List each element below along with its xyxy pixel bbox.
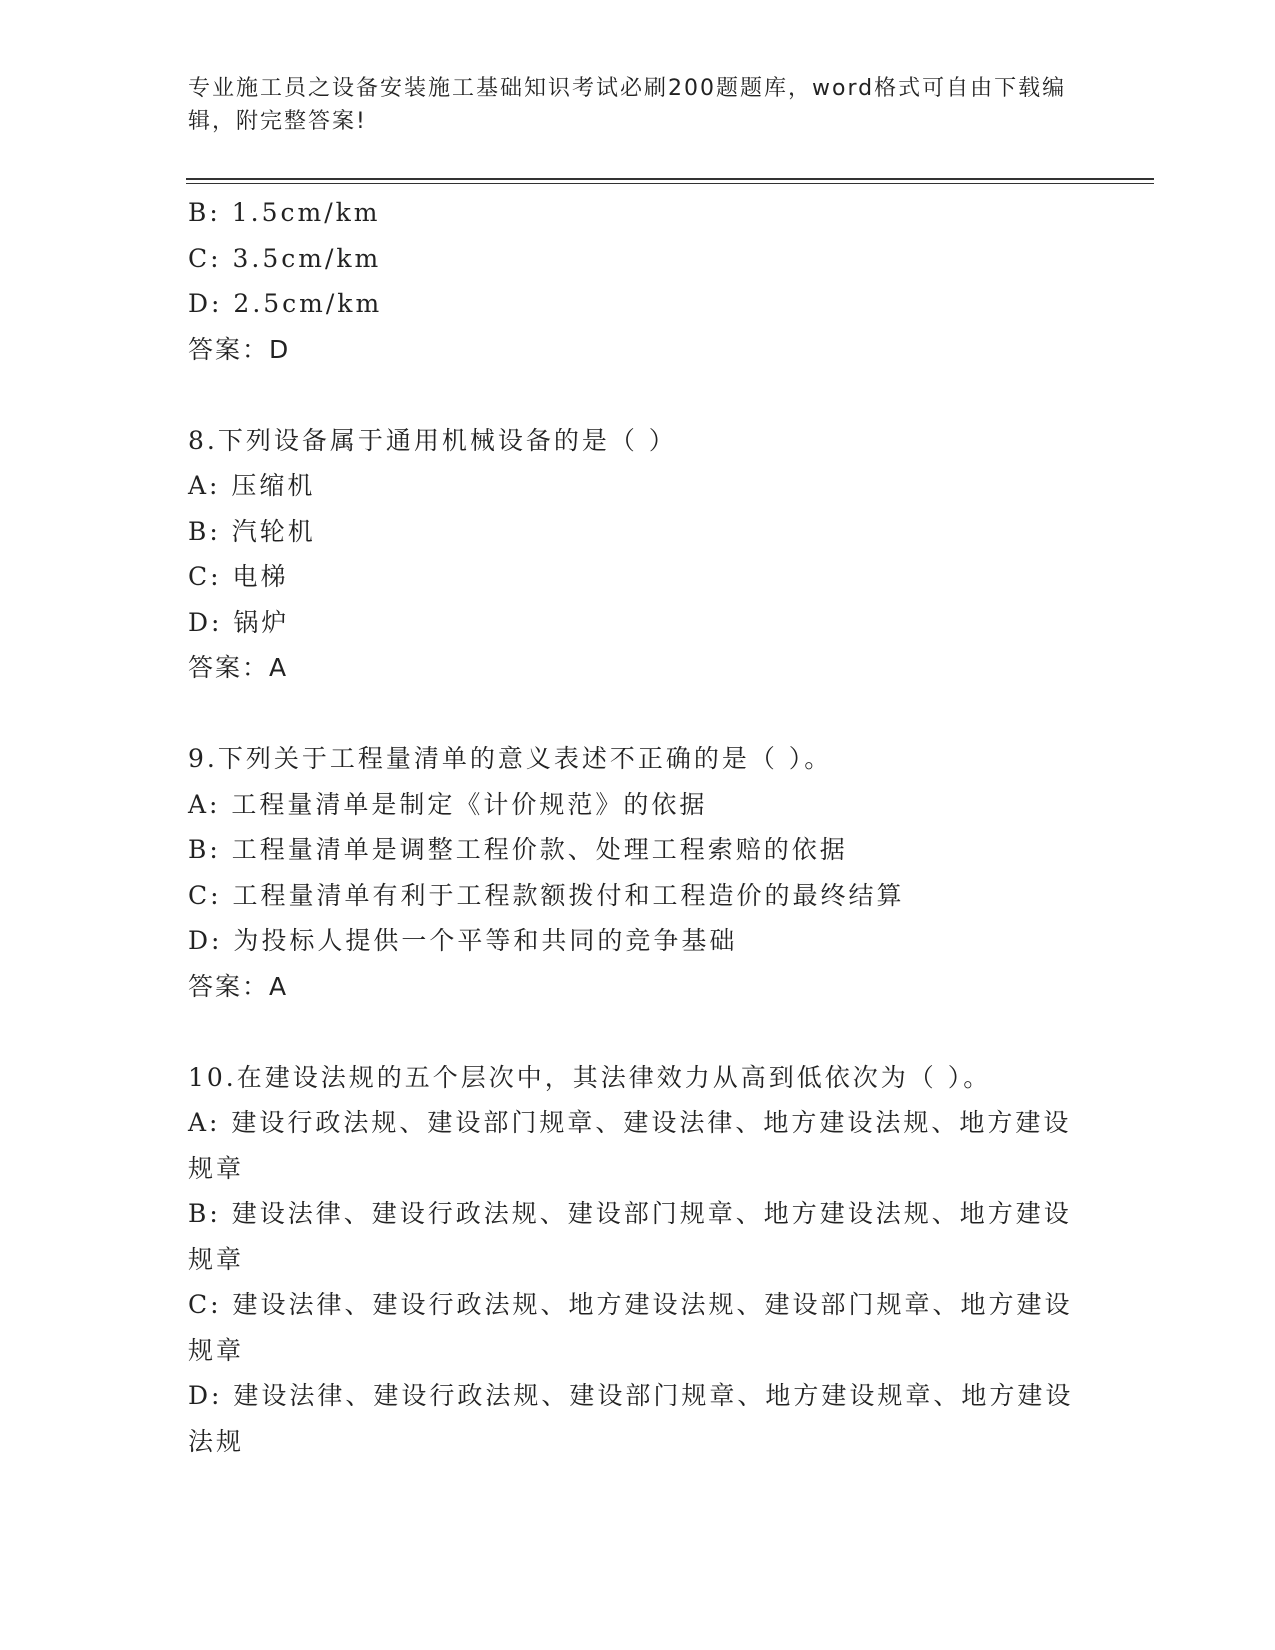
answer: 答案：A xyxy=(188,653,289,682)
option-a: A: 工程量清单是制定《计价规范》的依据 xyxy=(188,789,708,819)
option-b: B: 工程量清单是调整工程价款、处理工程索赔的依据 xyxy=(188,835,848,864)
option-c: C: 建设法律、建设行政法规、地方建设法规、建设部门规章、地方建设规章 xyxy=(188,1290,1073,1365)
option-d: D: 锅炉 xyxy=(188,607,290,637)
option-a: A: 压缩机 xyxy=(188,471,316,500)
spacer xyxy=(188,1009,1088,1055)
answer: 答案：D xyxy=(188,334,291,364)
option-d: D: 2.5cm/km xyxy=(188,289,383,318)
answer: 答案：A xyxy=(188,971,289,1001)
option-c: C: 电梯 xyxy=(188,562,289,591)
option-c: C: 工程量清单有利于工程款额拨付和工程造价的最终结算 xyxy=(188,880,905,910)
question-text: 9.下列关于工程量清单的意义表述不正确的是（ ）。 xyxy=(188,744,833,773)
document-header: 专业施工员之设备安装施工基础知识考试必刷200题题库，word格式可自由下载编辑，附完整答案! xyxy=(188,76,1067,134)
spacer xyxy=(188,691,1088,737)
question-text: 10.在建设法规的五个层次中，其法律效力从高到低依次为（ ）。 xyxy=(188,1062,992,1092)
option-b: B: 汽轮机 xyxy=(188,516,316,546)
question-text: 8.下列设备属于通用机械设备的是（ ） xyxy=(188,425,677,455)
option-b: B: 建设法律、建设行政法规、建设部门规章、地方建设法规、地方建设规章 xyxy=(188,1199,1072,1274)
option-b: B: 1.5cm/km xyxy=(188,198,381,227)
spacer xyxy=(188,372,1088,418)
question-9 xyxy=(188,736,1088,1009)
option-a: A: 建设行政法规、建设部门规章、建设法律、地方建设法规、地方建设规章 xyxy=(188,1108,1072,1183)
option-d: D: 为投标人提供一个平等和共同的竞争基础 xyxy=(188,926,738,955)
partial-question xyxy=(188,190,1088,372)
question-content xyxy=(188,190,1088,1464)
option-c: C: 3.5cm/km xyxy=(188,243,382,273)
question-8 xyxy=(188,418,1088,691)
header-rule-thick xyxy=(186,178,1154,180)
option-d: D: 建设法律、建设行政法规、建设部门规章、地方建设规章、地方建设法规 xyxy=(188,1381,1074,1456)
question-10 xyxy=(188,1055,1088,1465)
header-rule-thin xyxy=(186,183,1154,184)
